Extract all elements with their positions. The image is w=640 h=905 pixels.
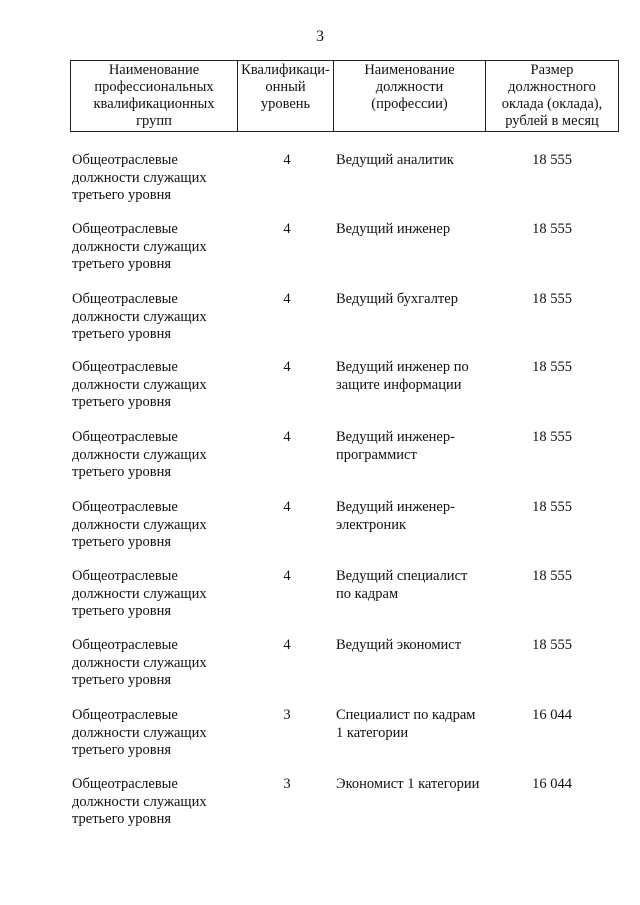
group-name-line: должности служащих (72, 169, 207, 186)
header-position-name (334, 61, 486, 132)
group-name-cell (72, 707, 232, 760)
position-name-line: электроник (336, 516, 407, 533)
group-name-line: Общеотраслевые (72, 221, 178, 237)
header-text-line: онный (265, 79, 306, 95)
salary-cell: 18 555 (532, 637, 572, 653)
header-text-line: Размер (530, 62, 574, 78)
qualification-level-cell: 4 (283, 221, 291, 237)
group-name-cell (72, 359, 232, 412)
group-name-line: третьего уровня (72, 603, 172, 619)
group-name-line: Общеотраслевые (72, 152, 178, 168)
position-name-cell (336, 359, 496, 394)
position-name-line: Ведущий инженер- (336, 499, 455, 515)
table-row (0, 359, 640, 425)
group-name-line: Общеотраслевые (72, 499, 178, 515)
group-name-cell (72, 637, 232, 690)
table-row (0, 429, 640, 495)
position-name-cell (336, 429, 496, 464)
header-qualification-level (238, 61, 334, 132)
group-name-line: должности служащих (72, 585, 207, 602)
group-name-line: должности служащих (72, 238, 207, 255)
position-name-cell (336, 152, 496, 170)
header-text-line: Квалификаци- (241, 62, 330, 78)
header-text-line: должностного (508, 79, 596, 95)
salary-cell: 18 555 (532, 568, 572, 584)
group-name-cell (72, 499, 232, 552)
position-name-line: Ведущий аналитик (336, 152, 454, 168)
table-header (70, 60, 619, 132)
position-name-line: 1 категории (336, 724, 409, 741)
group-name-cell (72, 291, 232, 344)
salary-cell: 18 555 (532, 499, 572, 515)
group-name-line: третьего уровня (72, 811, 172, 827)
group-name-line: должности служащих (72, 376, 207, 393)
header-text-line: квалификационных (93, 96, 215, 112)
group-name-line: Общеотраслевые (72, 359, 178, 375)
group-name-line: третьего уровня (72, 187, 172, 203)
header-text-line: групп (136, 113, 172, 129)
group-name-line: должности служащих (72, 654, 207, 671)
group-name-line: третьего уровня (72, 256, 172, 272)
header-salary (486, 61, 619, 132)
header-text-line: Наименование (108, 62, 200, 78)
table-row (0, 568, 640, 634)
qualification-level-cell: 4 (283, 291, 291, 307)
table-row (0, 221, 640, 287)
qualification-level-cell: 4 (283, 568, 291, 584)
position-name-cell (336, 291, 496, 309)
header-text-line: (профессии) (371, 96, 448, 112)
position-name-line: Ведущий инженер (336, 221, 451, 237)
table-row (0, 776, 640, 842)
qualification-level-cell: 4 (283, 429, 291, 445)
group-name-cell (72, 221, 232, 274)
table-row (0, 707, 640, 773)
qualification-level-cell: 4 (283, 499, 291, 515)
header-group-name (71, 61, 238, 132)
qualification-level-cell: 4 (283, 359, 291, 375)
position-name-line: по кадрам (336, 585, 399, 602)
position-name-cell (336, 568, 496, 603)
group-name-line: третьего уровня (72, 534, 172, 550)
group-name-line: третьего уровня (72, 326, 172, 342)
position-name-line: Ведущий инженер- (336, 429, 455, 445)
group-name-line: третьего уровня (72, 464, 172, 480)
table-row (0, 291, 640, 357)
header-text-line: уровень (260, 96, 311, 112)
group-name-line: должности служащих (72, 793, 207, 810)
group-name-line: должности служащих (72, 308, 207, 325)
group-name-cell (72, 568, 232, 621)
group-name-line: третьего уровня (72, 394, 172, 410)
group-name-line: Общеотраслевые (72, 568, 178, 584)
group-name-cell (72, 429, 232, 482)
group-name-line: должности служащих (72, 516, 207, 533)
position-name-line: Ведущий бухгалтер (336, 291, 458, 307)
group-name-line: третьего уровня (72, 672, 172, 688)
header-text-line: профессиональных (94, 79, 214, 95)
group-name-line: должности служащих (72, 724, 207, 741)
group-name-cell (72, 152, 232, 205)
salary-cell: 18 555 (532, 291, 572, 307)
position-name-cell (336, 499, 496, 534)
group-name-line: Общеотраслевые (72, 707, 178, 723)
group-name-cell (72, 776, 232, 829)
table-row (0, 499, 640, 565)
qualification-level-cell: 4 (283, 637, 291, 653)
group-name-line: Общеотраслевые (72, 637, 178, 653)
table-row (0, 637, 640, 703)
group-name-line: Общеотраслевые (72, 291, 178, 307)
table-row (0, 152, 640, 218)
position-name-cell (336, 637, 496, 655)
qualification-level-cell: 4 (283, 152, 291, 168)
qualification-level-cell: 3 (283, 707, 291, 723)
position-name-line: защите информации (336, 376, 462, 393)
group-name-line: третьего уровня (72, 742, 172, 758)
qualification-level-cell: 3 (283, 776, 291, 792)
group-name-line: Общеотраслевые (72, 776, 178, 792)
position-name-cell (336, 776, 496, 794)
salary-cell: 16 044 (532, 707, 572, 723)
header-text-line: должности (375, 79, 444, 95)
position-name-line: Специалист по кадрам (336, 707, 476, 723)
position-name-line: Экономист 1 категории (336, 776, 480, 792)
group-name-line: должности служащих (72, 446, 207, 463)
group-name-line: Общеотраслевые (72, 429, 178, 445)
salary-cell: 18 555 (532, 429, 572, 445)
salary-cell: 16 044 (532, 776, 572, 792)
header-text-line: рублей в месяц (505, 113, 599, 129)
header-text-line: Наименование (364, 62, 455, 78)
salary-cell: 18 555 (532, 152, 572, 168)
salary-cell: 18 555 (532, 359, 572, 375)
position-name-line: Ведущий специалист (336, 568, 468, 584)
position-name-cell (336, 707, 496, 742)
salary-cell: 18 555 (532, 221, 572, 237)
position-name-line: программист (336, 446, 417, 463)
position-name-line: Ведущий инженер по (336, 359, 469, 375)
position-name-cell (336, 221, 496, 239)
page-number: 3 (316, 28, 324, 45)
header-text-line: оклада (оклада), (501, 96, 603, 112)
position-name-line: Ведущий экономист (336, 637, 462, 653)
